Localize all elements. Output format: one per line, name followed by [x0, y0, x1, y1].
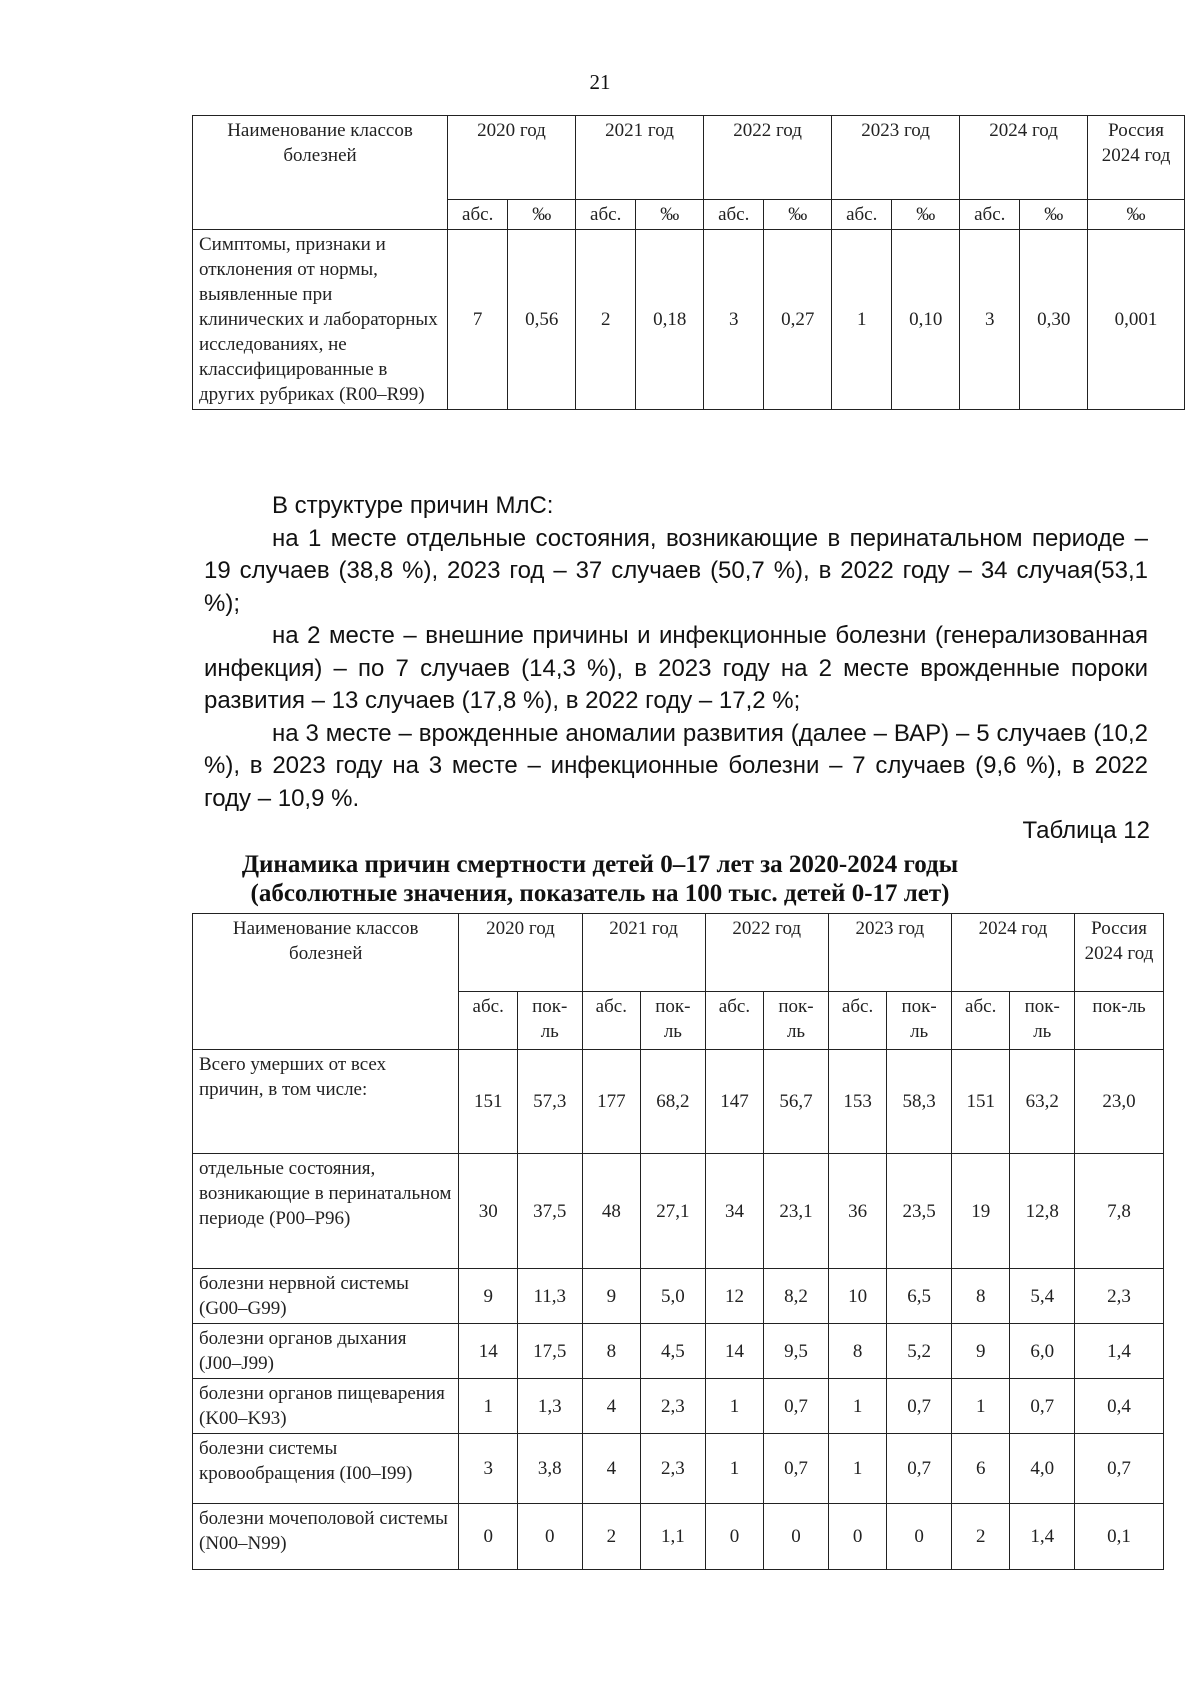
table-title-line-1: Динамика причин смертности детей 0–17 лет за 2020-2024 годы	[241, 851, 959, 878]
row-name: болезни нервной системы (G00–G99)	[193, 1269, 459, 1324]
cell: 1,4	[1010, 1504, 1075, 1570]
cell: 2,3	[641, 1379, 706, 1434]
cell: 8,2	[764, 1269, 829, 1324]
cell: 6,0	[1010, 1324, 1075, 1379]
cell: 34	[705, 1154, 764, 1269]
table-12-year-2020: 2020 год	[459, 914, 582, 992]
table-1-sub-abs: абс.	[576, 200, 636, 230]
table-label: Таблица 12	[1022, 817, 1150, 844]
cell: 0,7	[887, 1434, 952, 1504]
intro-paragraph: В структуре причин МлС:	[272, 492, 554, 519]
table-row	[193, 1504, 1164, 1570]
cell: 2	[951, 1504, 1010, 1570]
cell: 1	[832, 230, 892, 410]
paragraph-3: на 3 месте – врожденные аномалии развития (далее – ВАР) – 5 случаев (10,2 %), в 2023 году на 3 месте – инфекционные болезни – 7 случаев (9,6 %), в 2022 году – 10,9 %.	[204, 719, 1148, 812]
cell: 36	[828, 1154, 887, 1269]
table-1-russia: Россия 2024 год	[1088, 116, 1185, 200]
cell: 1	[705, 1434, 764, 1504]
cell: 1,3	[517, 1379, 582, 1434]
row-name: Всего умерших от всех причин, в том числе:	[193, 1050, 459, 1154]
cell: 5,2	[887, 1324, 952, 1379]
table-1-header-name: Наименование классов болезней	[193, 116, 448, 230]
table-12-russia: Россия 2024 год	[1075, 914, 1164, 992]
table-12-sub-rate: пок-ль	[1010, 992, 1075, 1050]
cell: 6,5	[887, 1269, 952, 1324]
cell-russia: 2,3	[1075, 1269, 1164, 1324]
cell: 0,10	[892, 230, 960, 410]
table-12-sub-abs: абс.	[951, 992, 1010, 1050]
table-1-year-2024: 2024 год	[960, 116, 1088, 200]
cell: 1	[828, 1434, 887, 1504]
cell: 1,1	[641, 1504, 706, 1570]
cell: 11,3	[517, 1269, 582, 1324]
cell: 9	[951, 1324, 1010, 1379]
table-12-sub-rate: пок-ль	[764, 992, 829, 1050]
table-12-year-2023: 2023 год	[828, 914, 951, 992]
cell: 48	[582, 1154, 641, 1269]
cell: 177	[582, 1050, 641, 1154]
table-12-year-2021: 2021 год	[582, 914, 705, 992]
cell: 68,2	[641, 1050, 706, 1154]
cell: 0	[459, 1504, 518, 1570]
cell: 5,0	[641, 1269, 706, 1324]
cell: 8	[828, 1324, 887, 1379]
row-name: болезни органов дыхания (J00–J99)	[193, 1324, 459, 1379]
table-12-year-2024: 2024 год	[951, 914, 1074, 992]
cell: 0,7	[1010, 1379, 1075, 1434]
cell: 2	[576, 230, 636, 410]
cell: 4	[582, 1434, 641, 1504]
row-name: болезни органов пищеварения (K00–K93)	[193, 1379, 459, 1434]
table-1-sub-pct: ‰	[1088, 200, 1185, 230]
cell: 147	[705, 1050, 764, 1154]
cell: 58,3	[887, 1050, 952, 1154]
table-12-sub-rate: пок-ль	[517, 992, 582, 1050]
cell: 0,18	[636, 230, 704, 410]
table-12-sub-abs: абс.	[705, 992, 764, 1050]
cell: 14	[705, 1324, 764, 1379]
table-1-sub-abs: абс.	[448, 200, 508, 230]
cell: 0	[887, 1504, 952, 1570]
cell: 12,8	[1010, 1154, 1075, 1269]
cell-russia: 1,4	[1075, 1324, 1164, 1379]
table-1-sub-pct: ‰	[1020, 200, 1088, 230]
cell: 12	[705, 1269, 764, 1324]
table-1-row-name: Симптомы, признаки и отклонения от нормы, выявленные при клинических и лабораторных исследованиях, не классифицированные в других рубриках (R00–R99)	[193, 230, 448, 410]
row-name: отдельные состояния, возникающие в перинатальном периоде (P00–P96)	[193, 1154, 459, 1269]
table-12-sub-rate: пок-ль	[641, 992, 706, 1050]
table-1-sub-pct: ‰	[764, 200, 832, 230]
table-12-sub-abs: абс.	[459, 992, 518, 1050]
paragraph-2: на 2 месте – внешние причины и инфекционные болезни (генерализованная инфекция) – по 7 случаев (14,3 %), в 2023 году на 2 месте врожденные пороки развития – 13 случаев (17,8 %), в 2022 году – 17,2 %;	[204, 622, 1148, 714]
table-12-sub-rate: пок-ль	[887, 992, 952, 1050]
page-number: 21	[589, 70, 611, 94]
table-1-sub-pct: ‰	[508, 200, 576, 230]
cell: 0,7	[887, 1379, 952, 1434]
cell: 0	[705, 1504, 764, 1570]
table-1	[192, 115, 1185, 410]
cell: 153	[828, 1050, 887, 1154]
cell: 8	[582, 1324, 641, 1379]
table-12-sub-russia: пок-ль	[1075, 992, 1164, 1050]
table-1-sub-abs: абс.	[960, 200, 1020, 230]
table-1-sub-abs: абс.	[704, 200, 764, 230]
cell-russia: 7,8	[1075, 1154, 1164, 1269]
cell: 7	[448, 230, 508, 410]
cell: 57,3	[517, 1050, 582, 1154]
cell: 0,7	[764, 1379, 829, 1434]
cell: 3	[459, 1434, 518, 1504]
body-text	[204, 490, 1148, 815]
cell: 2,3	[641, 1434, 706, 1504]
cell: 56,7	[764, 1050, 829, 1154]
cell: 9	[459, 1269, 518, 1324]
cell: 1	[459, 1379, 518, 1434]
cell: 8	[951, 1269, 1010, 1324]
table-12	[192, 913, 1164, 1570]
table-row	[193, 1379, 1164, 1434]
table-title	[180, 850, 1020, 908]
cell: 30	[459, 1154, 518, 1269]
cell-russia: 0,4	[1075, 1379, 1164, 1434]
table-12-sub-abs: абс.	[582, 992, 641, 1050]
paragraph-1: на 1 месте отдельные состояния, возникающие в перинатальном периоде – 19 случаев (38,8 %), 2023 год – 37 случаев (50,7 %), в 2022 году – 34 случая(53,1 %);	[204, 524, 1148, 617]
cell: 0,001	[1088, 230, 1185, 410]
cell: 6	[951, 1434, 1010, 1504]
table-1-year-2020: 2020 год	[448, 116, 576, 200]
cell: 4,0	[1010, 1434, 1075, 1504]
table-1-sub-pct: ‰	[636, 200, 704, 230]
cell: 0,56	[508, 230, 576, 410]
cell: 0,7	[764, 1434, 829, 1504]
table-1-sub-pct: ‰	[892, 200, 960, 230]
cell: 1	[828, 1379, 887, 1434]
cell: 0,27	[764, 230, 832, 410]
table-1-sub-abs: абс.	[832, 200, 892, 230]
cell: 9,5	[764, 1324, 829, 1379]
cell: 0	[828, 1504, 887, 1570]
table-12-header-name: Наименование классов болезней	[193, 914, 459, 1050]
table-12-year-2022: 2022 год	[705, 914, 828, 992]
cell: 23,1	[764, 1154, 829, 1269]
cell: 1	[705, 1379, 764, 1434]
table-title-line-2: (абсолютные значения, показатель на 100 тыс. детей 0-17 лет)	[250, 880, 950, 907]
cell: 0,30	[1020, 230, 1088, 410]
table-row	[193, 1269, 1164, 1324]
cell: 27,1	[641, 1154, 706, 1269]
cell: 4	[582, 1379, 641, 1434]
row-name: болезни мочеполовой системы (N00–N99)	[193, 1504, 459, 1570]
table-row	[193, 1324, 1164, 1379]
cell: 2	[582, 1504, 641, 1570]
table-row	[193, 1434, 1164, 1504]
table-row	[193, 1050, 1164, 1154]
row-name: болезни системы кровообращения (I00–I99)	[193, 1434, 459, 1504]
cell: 63,2	[1010, 1050, 1075, 1154]
table-row	[193, 230, 1185, 410]
cell: 3,8	[517, 1434, 582, 1504]
table-1-year-2023: 2023 год	[832, 116, 960, 200]
cell: 0	[764, 1504, 829, 1570]
cell-russia: 0,1	[1075, 1504, 1164, 1570]
cell: 14	[459, 1324, 518, 1379]
cell-russia: 0,7	[1075, 1434, 1164, 1504]
cell: 1	[951, 1379, 1010, 1434]
cell: 10	[828, 1269, 887, 1324]
table-row	[193, 1154, 1164, 1269]
table-1-year-2021: 2021 год	[576, 116, 704, 200]
cell-russia: 23,0	[1075, 1050, 1164, 1154]
table-12-sub-abs: абс.	[828, 992, 887, 1050]
cell: 151	[951, 1050, 1010, 1154]
cell: 4,5	[641, 1324, 706, 1379]
cell: 9	[582, 1269, 641, 1324]
table-1-year-2022: 2022 год	[704, 116, 832, 200]
cell: 23,5	[887, 1154, 952, 1269]
cell: 0	[517, 1504, 582, 1570]
cell: 3	[960, 230, 1020, 410]
cell: 19	[951, 1154, 1010, 1269]
cell: 5,4	[1010, 1269, 1075, 1324]
cell: 37,5	[517, 1154, 582, 1269]
cell: 151	[459, 1050, 518, 1154]
cell: 3	[704, 230, 764, 410]
cell: 17,5	[517, 1324, 582, 1379]
